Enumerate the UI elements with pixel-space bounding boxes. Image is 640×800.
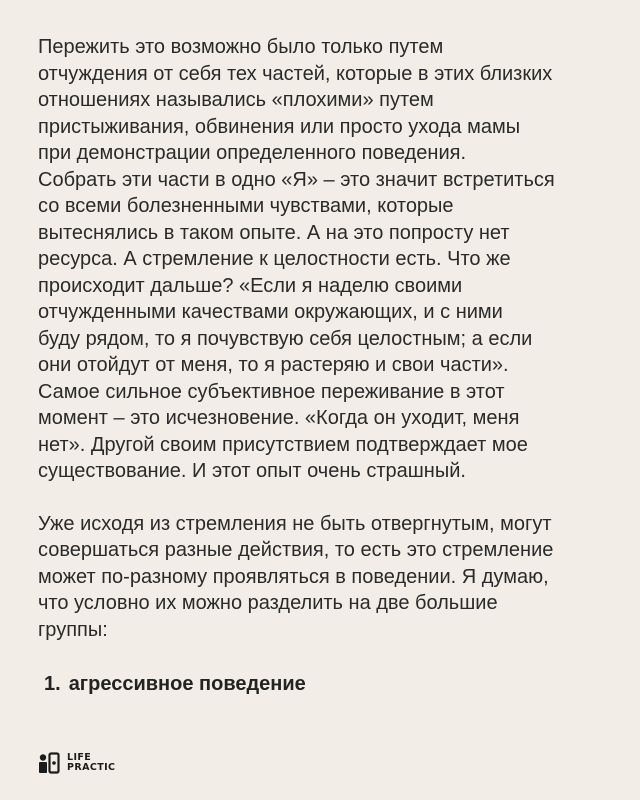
logo-line-2: PRACTIC <box>67 762 116 773</box>
article-body <box>38 34 618 697</box>
list-item-text: агрессивное поведение <box>68 673 306 695</box>
list-item-number: 1. <box>44 673 61 695</box>
numbered-list <box>38 671 618 697</box>
brand-logo <box>38 752 115 774</box>
list-item <box>38 671 618 697</box>
paragraph-2: Уже исходя из стремления не быть отвергнутым, могут совершаться разные действия, то есть это стремление может по-разному проявляться в поведении. Я думаю, что условно их можно разделить на две большие группы: <box>38 512 554 641</box>
logo-line-1: LIFE <box>67 752 92 763</box>
logo-wordmark <box>67 753 115 773</box>
paragraph-1: Пережить это возможно было только путем отчуждения от себя тех частей, которые в этих близких отношениях назывались «плохими» путем пристыживания, обвинения или просто ухода мамы при демонстрации определенного поведения. Собрать эти части в одно «Я» – это значит встретиться со всеми болезненными чувствами, которые вытеснялись в таком опыте. А на это попросту нет ресурса. А стремление к целостности есть. Что же происходит дальше? «Если я наделю своими отчужденными качествами окружающих, и с ними буду рядом, то я почувствую себя целостным; а если они отойдут от меня, то я растеряю и свои части». Самое сильное субъективное переживание в этот момент – это исчезновение. «Когда он уходит, меня нет». Другой своим присутствием подтверждает мое существование. И этот опыт очень страшный. <box>38 36 555 482</box>
life-practic-logo-icon <box>38 752 60 774</box>
